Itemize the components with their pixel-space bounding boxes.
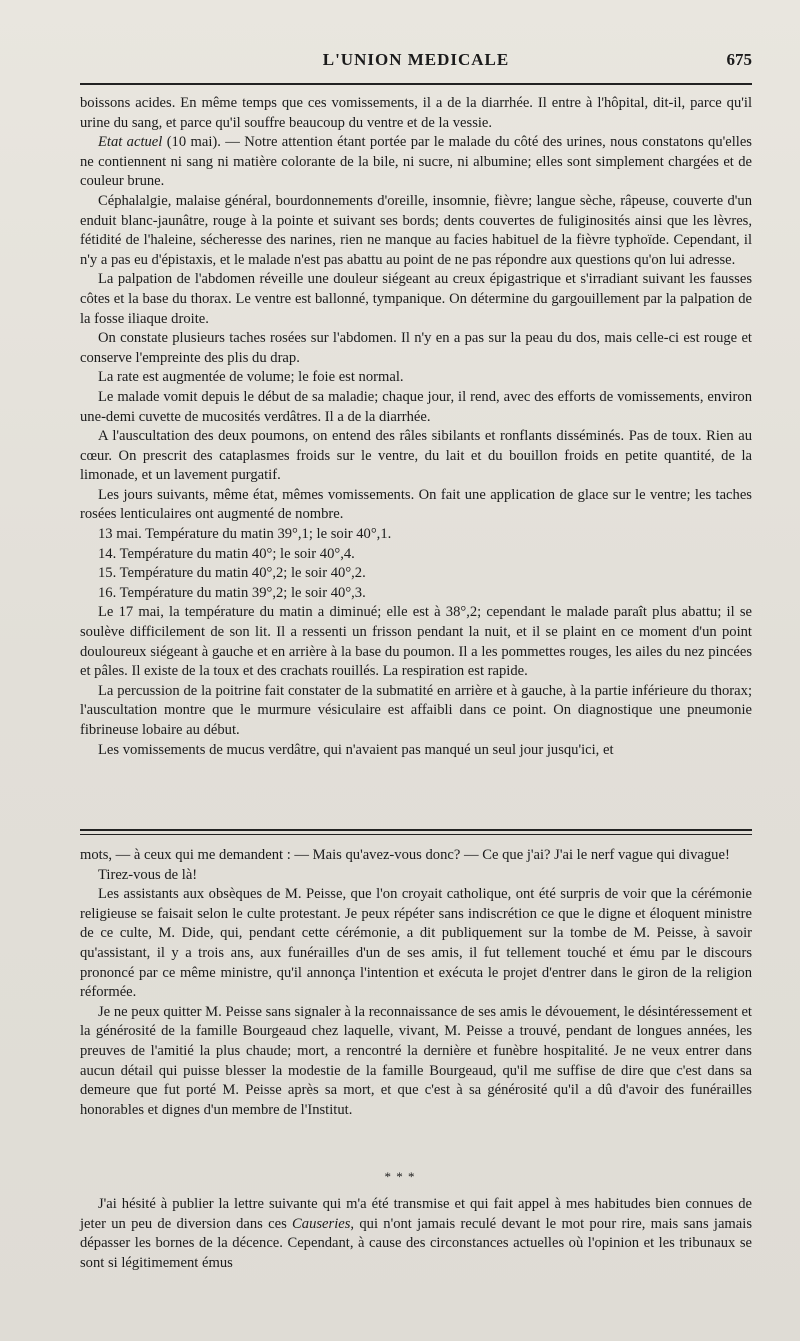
- paragraph: [80, 368, 752, 388]
- paragraph: [80, 545, 752, 565]
- final-paragraph-block: [80, 1195, 752, 1273]
- page-number: 675: [726, 50, 752, 69]
- running-title: L'UNION MEDICALE: [322, 50, 510, 69]
- paragraph-text: boissons acides. En même temps que ces vomissements, il a de la diarrhée. Il entre à l'hôpital, dit-il, parce qu'il urine du sang, et parce qu'il souffre beaucoup du ventre et de la vessie.: [80, 95, 752, 131]
- paragraph-text: Le 17 mai, la température du matin a diminué; elle est à 38°,2; cependant le malade paraît plus abattu; il se soulève difficilement de son lit. Il a ressenti un frisson pendant la nuit, et il se plaint en ce moment d'un point douloureux siégeant à gauche et en arrière à la base du poumon. Il a les pommettes rouges, les ailes du nez pincées et pâles. Il existe de la toux et des crachats rouillés. La respiration est rapide.: [80, 604, 752, 680]
- paragraph-text: Les vomissements de mucus verdâtre, qui n'avaient pas manqué un seul jour jusqu'ici, et: [98, 741, 614, 758]
- paragraph-text: J'ai hésité à publier la lettre suivante qui m'a été transmise et qui fait appel à mes habitudes bien connues de jeter un peu de diversion dans ces: [80, 1196, 752, 1232]
- paragraph-text: 14. Température du matin 40°; le soir 40°,4.: [98, 545, 355, 562]
- paragraph: [80, 885, 752, 1003]
- paragraph: [80, 1003, 752, 1121]
- paragraph-text: La palpation de l'abdomen réveille une douleur siégeant au creux épigastrique et s'irradiant suivant les fausses côtes et la base du thorax. Le ventre est ballonné, tympanique. On détermine du gargouillement par la palpation de la fosse iliaque droite.: [80, 271, 752, 327]
- paragraph: [80, 192, 752, 270]
- page-header: [80, 50, 752, 78]
- paragraph: [80, 603, 752, 681]
- paragraph: [80, 564, 752, 584]
- paragraph-text: , qui n'ont jamais reculé devant le mot pour rire, mais sans jamais dépasser les bornes de la décence. Cependant, à cause des circonstances actuelles où l'opinion et les tribunaux se sont si légitimement émus: [80, 1215, 752, 1271]
- paragraph: [80, 846, 752, 866]
- paragraph-text: Les jours suivants, même état, mêmes vomissements. On fait une application de glace sur le ventre; les taches rosées lenticulaires ont augmenté de nombre.: [80, 486, 752, 523]
- paragraph: [80, 94, 752, 133]
- paragraph: [80, 741, 752, 761]
- paragraph-text: 16. Température du matin 39°,2; le soir 40°,3.: [98, 584, 366, 601]
- paragraph-text: Céphalalgie, malaise général, bourdonnements d'oreille, insomnie, fièvre; langue sèche, râpeuse, couverte d'un enduit blanc-jaunâtre, rouge à la pointe et suivant ses bords; dents couvertes de fuliginosités ainsi que les lèvres, fétidité de l'haleine, sécheresse des narines, rien ne manque au facies habituel de la fièvre typhoïde. Cependant, il n'y a pas eu d'épistaxis, et le malade n'est pas abattu au point de ne pas répondre aux questions qu'on lui adresse.: [80, 192, 752, 268]
- paragraph: [80, 329, 752, 368]
- paragraph: [80, 525, 752, 545]
- paragraph-text: Le malade vomit depuis le début de sa maladie; chaque jour, il rend, avec des efforts de vomissements, environ une-demi cuvette de mucosités verdâtres. Il a de la diarrhée.: [80, 388, 752, 425]
- asterism: [0, 1171, 800, 1182]
- section-rule-thin: [80, 834, 752, 835]
- paragraph-text: 13 mai. Température du matin 39°,1; le soir 40°,1.: [98, 526, 392, 543]
- paragraph: [80, 866, 752, 886]
- paragraph: [80, 1195, 752, 1273]
- asterism-glyph: * * *: [384, 1169, 416, 1184]
- paragraph-text: mots, — à ceux qui me demandent : — Mais qu'avez-vous donc? — Ce que j'ai? J'ai le nerf vague qui divague!: [80, 847, 730, 863]
- paragraph: [80, 133, 752, 192]
- paragraph-text: La rate est augmentée de volume; le foie est normal.: [98, 369, 404, 386]
- paragraph-lead: Etat actuel: [98, 134, 163, 151]
- paragraph-text: (10 mai). — Notre attention étant portée par le malade du côté des urines, nous constatons qu'elles ne contiennent ni sang ni matière colorante de la bile, ni sucre, ni albumine; elles sont simplement chargées et de couleur brune.: [80, 134, 752, 190]
- paragraph-text: A l'auscultation des deux poumons, on entend des râles sibilants et ronflants disséminés. Pas de toux. Rien au cœur. On prescrit des cataplasmes froids sur le ventre, du lait et du bouillon froids en petite quantité, de la limonade, et un lavement purgatif.: [80, 428, 752, 484]
- paragraph: [80, 388, 752, 427]
- italic-title: Causeries: [292, 1215, 351, 1232]
- upper-article: [80, 94, 752, 760]
- paragraph: [80, 427, 752, 486]
- paragraph: [80, 270, 752, 329]
- section-rule-thick: [80, 829, 752, 831]
- paragraph-text: La percussion de la poitrine fait constater de la submatité en arrière et à gauche, à la partie inférieure du thorax; l'auscultation montre que le murmure vésiculaire est affaibli dans ce point. On diagnostique une pneumonie fibrineuse lobaire au début.: [80, 682, 752, 738]
- paragraph: [80, 682, 752, 741]
- paragraph: [80, 486, 752, 525]
- paragraph-text: Je ne peux quitter M. Peisse sans signaler à la reconnaissance de ses amis le dévouement, le désintéressement et la générosité de la famille Bourgeaud chez laquelle, vivant, M. Peisse a trouvé, pendant de longues années, les preuves de l'amitié la plus chaude; mort, a rencontré la dernière et funèbre hospitalité. Je ne veux entrer dans aucun détail qui puisse blesser la modestie de la famille Bourgeaud, qu'il me suffise de dire que c'est dans sa demeure que fut porté M. Peisse après sa mort, et que c'est à sa générosité qu'il a dû d'avoir des funérailles honorables et dignes d'un membre de l'Institut.: [80, 1003, 752, 1118]
- lower-feuilleton: [80, 846, 752, 1120]
- header-rule: [80, 83, 752, 85]
- paragraph-text: Les assistants aux obsèques de M. Peisse, que l'on croyait catholique, ont été surpris de voir que la cérémonie religieuse se faisait selon le culte protestant. Je peux répéter sans indiscrétion ce que le digne et éloquent ministre de ce culte, M. Dide, qui, pendant cette cérémonie, a dit publiquement sur la tombe de M. Peisse, à savoir qu'assistant, il y a trois ans, aux funérailles d'un de ses amis, il fut tellement touché et ému par le discours prononcé par ce même ministre, qu'il annonça l'intention et exécuta le projet d'entrer dans le giron de la religion réformée.: [80, 886, 752, 1001]
- paragraph-text: 15. Température du matin 40°,2; le soir 40°,2.: [98, 565, 366, 582]
- paragraph-text: On constate plusieurs taches rosées sur l'abdomen. Il n'y en a pas sur la peau du dos, mais celle-ci est rouge et conserve l'empreinte des plis du drap.: [80, 330, 752, 366]
- paragraph-text: Tirez-vous de là!: [98, 866, 198, 883]
- paragraph: [80, 584, 752, 604]
